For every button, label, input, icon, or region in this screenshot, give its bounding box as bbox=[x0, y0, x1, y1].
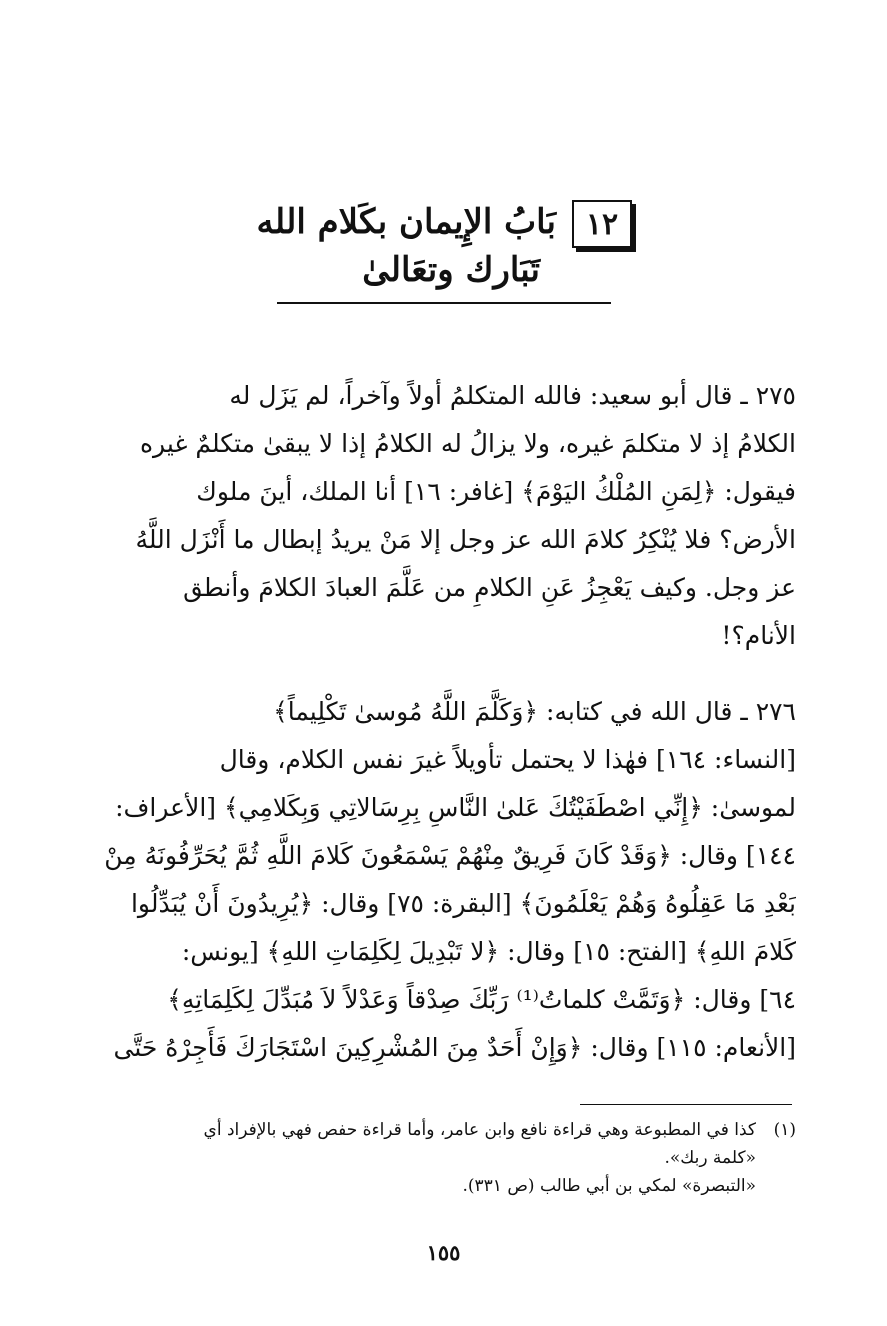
paragraph-275 bbox=[90, 372, 796, 660]
text-line: الأرض؟ فلا يُنْكِرُ كلامَ الله عز وجل إلا مَنْ يريدُ إبطال ما أَنْزَل اللَّهُ bbox=[135, 525, 796, 554]
text-line: ٦٤] وقال: ﴿وَتَمَّتْ كلماتُ⁽¹⁾ رَبِّكَ صِدْقاً وَعَدْلاً لاَ مُبَدِّلَ لِكَلِمَاتِهِ﴾ bbox=[167, 985, 796, 1014]
text-line: بَعْدِ مَا عَقِلُوهُ وَهُمْ يَعْلَمُونَ﴾ [البقرة: ٧٥] وقال: ﴿يُرِيدُونَ أَنْ يُبَدِّلُوا bbox=[130, 889, 796, 918]
text-line: كَلامَ اللهِ﴾ [الفتح: ١٥] وقال: ﴿لا تَبْدِيلَ لِكَلِمَاتِ اللهِ﴾ [يونس: bbox=[181, 937, 796, 966]
text-line: عز وجل. وكيف يَعْجِزُ عَنِ الكلامِ من عَلَّمَ العبادَ الكلامَ وأنطق bbox=[183, 573, 796, 602]
text-line: ٢٧٥ ـ قال أبو سعيد: فالله المتكلمُ أولاً وآخراً، لم يَزَل له bbox=[229, 381, 796, 410]
footnotes bbox=[92, 1116, 796, 1200]
text-line: فيقول: ﴿لِمَنِ المُلْكُ اليَوْمَ﴾ [غافر: ١٦] أنا الملك، أينَ ملوك bbox=[196, 477, 796, 506]
chapter-number: ١٢ bbox=[585, 206, 619, 242]
chapter-title-underline bbox=[277, 302, 611, 304]
footnote-text: كذا في المطبوعة وهي قراءة نافع وابن عامر، وأما قراءة حفص فهي بالإفراد أي bbox=[203, 1120, 756, 1140]
footnote-1-line-3: «التبصرة» لمكي بن أبي طالب (ص ٣٣١). bbox=[462, 1176, 756, 1196]
chapter-title-line-1: بَابُ الإِيمان بكَلام الله bbox=[256, 202, 556, 242]
text-line: الأنام؟! bbox=[721, 621, 796, 650]
footnote-number: (١) bbox=[773, 1120, 796, 1140]
text-line: لموسىٰ: ﴿إِنِّي اصْطَفَيْتُكَ عَلىٰ النَّاسِ بِرِسَالاتِي وَبِكَلامِي﴾ [الأعراف: bbox=[115, 793, 796, 822]
text-line: ٢٧٦ ـ قال الله في كتابه: ﴿وَكَلَّمَ اللَّهُ مُوسىٰ تَكْلِيماً﴾ bbox=[273, 697, 796, 726]
footnote-separator bbox=[580, 1104, 792, 1105]
footnote-1-line-1 bbox=[92, 1116, 796, 1144]
paragraph-276 bbox=[90, 688, 796, 1072]
footnote-1-line-2: «كلمة ربك». bbox=[664, 1148, 756, 1168]
chapter-number-box bbox=[572, 200, 632, 248]
text-line: [النساء: ١٦٤] فهٰذا لا يحتمل تأويلاً غيرَ نفس الكلام، وقال bbox=[219, 745, 796, 774]
chapter-heading bbox=[240, 196, 640, 306]
chapter-title-line-2: تَبَارك وتعَالىٰ bbox=[362, 250, 540, 290]
page-number: ١٥٥ bbox=[426, 1240, 461, 1265]
text-line: [الأنعام: ١١٥] وقال: ﴿وَإِنْ أَحَدٌ مِنَ المُشْرِكِينَ اسْتَجَارَكَ فَأَجِرْهُ حَتَّى bbox=[113, 1033, 796, 1062]
text-line: الكلامُ إذ لا متكلمَ غيره، ولا يزالُ له الكلامُ إذا لا يبقىٰ متكلمٌ غيره bbox=[139, 429, 796, 458]
text-line: ١٤٤] وقال: ﴿وَقَدْ كَانَ فَرِيقٌ مِنْهُمْ يَسْمَعُونَ كَلامَ اللَّهِ ثُمَّ يُحَرِّفُونَهُ مِنْ bbox=[104, 841, 796, 870]
